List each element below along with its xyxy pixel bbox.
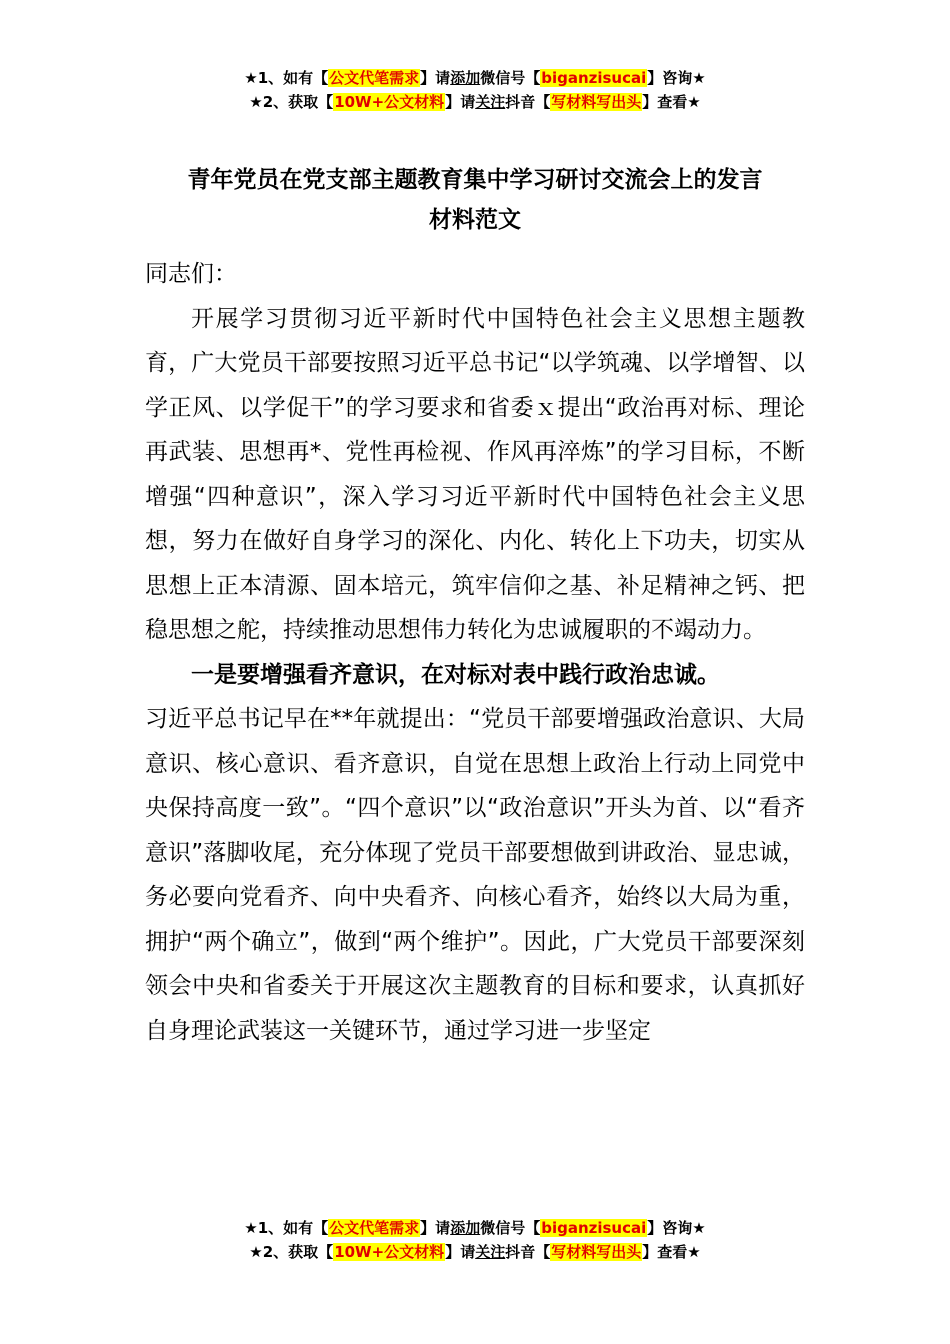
highlight-service: 公文代笔需求: [329, 69, 420, 87]
highlight-wechat-id: biganzisucai: [541, 69, 647, 87]
highlight-materials: 10W+公文材料: [334, 93, 445, 111]
section-heading: 一是要增强看齐意识，在对标对表中践行政治忠诚。: [191, 661, 720, 688]
banner-line-1: ★1、如有【公文代笔需求】请添加微信号【biganzisucai】咨询★: [244, 69, 706, 87]
document-body: [145, 160, 805, 1053]
highlight-douyin-account: 写材料写出头: [551, 1243, 642, 1261]
paragraph-body: 习近平总书记早在**年就提出：“党员干部要增强政治意识、大局意识、核心意识、看齐意识，自觉在思想上政治上行动上同党中央保持高度一致”。“四个意识”以“政治意识”开头为首、以“看齐意识”落脚收尾，充分体现了党员干部要想做到讲政治、显忠诚，务必要向党看齐、向中央看齐、向核心看齐，始终以大局为重，拥护“两个确立”，做到“两个维护”。因此，广大党员干部要深刻领会中央和省委关于开展这次主题教育的目标和要求，认真抓好自身理论武装这一关键环节，通过学习进一步坚定: [145, 706, 805, 1044]
footer-banner: [0, 1216, 950, 1264]
highlight-materials: 10W+公文材料: [334, 1243, 445, 1261]
paragraph-intro: 开展学习贯彻习近平新时代中国特色社会主义思想主题教育，广大党员干部要按照习近平总书记“以学筑魂、以学增智、以学正风、以学促干”的学习要求和省委ｘ提出“政治再对标、理论再武装、思想再*、党性再检视、作风再淬炼”的学习目标，不断增强“四种意识”，深入学习习近平新时代中国特色社会主义思想，努力在做好自身学习的深化、内化、转化上下功夫，切实从思想上正本清源、固本培元，筑牢信仰之基、补足精神之钙、把稳思想之舵，持续推动思想伟力转化为忠诚履职的不竭动力。: [145, 305, 805, 643]
highlight-douyin-account: 写材料写出头: [551, 93, 642, 111]
header-banner: [0, 66, 950, 114]
highlight-wechat-id: biganzisucai: [541, 1219, 647, 1237]
banner-line-2: ★2、获取【10W+公文材料】请关注抖音【写材料写出头】查看★: [249, 93, 701, 111]
document-title: 青年党员在党支部主题教育集中学习研讨交流会上的发言 材料范文: [187, 167, 763, 233]
salutation: 同志们：: [145, 261, 237, 287]
banner-line-2: ★2、获取【10W+公文材料】请关注抖音【写材料写出头】查看★: [249, 1243, 701, 1261]
banner-line-1: ★1、如有【公文代笔需求】请添加微信号【biganzisucai】咨询★: [244, 1219, 706, 1237]
highlight-service: 公文代笔需求: [329, 1219, 420, 1237]
